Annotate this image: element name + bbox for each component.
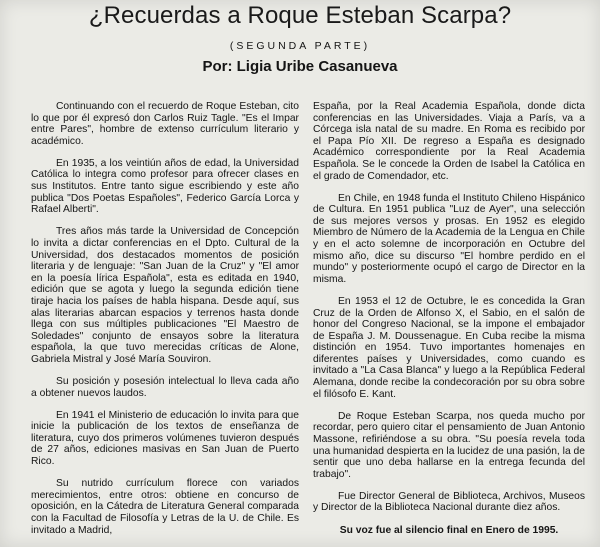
- article-title: ¿Recuerdas a Roque Esteban Scarpa?: [88, 2, 512, 29]
- article-byline: Por: Ligia Uribe Casanueva: [202, 58, 398, 75]
- paragraph: En 1941 el Ministerio de educación lo invita para que inicie la publicación de los textos de enseñanza de literatura, cuyo dos primeros volúmenes tuvieron después de 27 años, ediciones masivas en San Juan de Puerto Rico.: [31, 409, 299, 468]
- closing-line: Su voz fue al silencio final en Enero de 1995.: [339, 524, 559, 536]
- paragraph: Fue Director General de Biblioteca, Archivos, Museos y Director de la Biblioteca Nacional durante diez años.: [313, 490, 585, 514]
- article-subtitle: (SEGUNDA PARTE): [229, 40, 371, 52]
- paragraph: España, por la Real Academia Española, donde dicta conferencias en las Universidades. Viaja a París, va a Córcega isla natal de su madre. En Roma es recibido por el Papa Pío XII. De regreso a España es designado Académico correspondiente por la Real Academia Española. Se le concede la Orden de Isabel la Católica en el grado de Comendador, etc.: [313, 101, 585, 182]
- paragraph: Continuando con el recuerdo de Roque Esteban, cito lo que por él expresó don Carlos Ruiz Tagle. "Es el Impar entre Pares", hombre de extenso currículum literario y académico.: [31, 101, 299, 147]
- paragraph: Su nutrido currículum florece con variados merecimientos, entre otros: obtiene en concurso de oposición, en la Cátedra de Literatura General comparada con la Facultad de Filosofía y Letras de la U. de Chile. Es invitado a Madrid,: [31, 478, 299, 536]
- left-column: [31, 101, 299, 547]
- paragraph: En Chile, en 1948 funda el Instituto Chileno Hispánico de Cultura. En 1951 publica "Luz de Ayer", una selección de sus mejores versos y prosas. En 1952 es elegido Miembro de Número de la Academia de la Lengua en Chile y en el acto solemne de incorporación en Octubre del mismo año, dice su discurso "El hombre perdido en el mundo" y posteriormente ocupó el cargo de Director en la misma.: [313, 192, 585, 285]
- paragraph: Tres años más tarde la Universidad de Concepción lo invita a dictar conferencias en el Dpto. Cultural de la Universidad, dos destacados momentos de posición literaria y de lenguaje: "San Juan de la Cruz" y "El amor en la poesía lírica Española", esta es editada en 1940, edición que se agota y luego la segunda edición tiene tiraje hacia los países de habla hispana. Desde aquí, sus alas literarias abarcan espacios y terrenos hasta donde llega con sus múltiples publicaciones "El Maestro de Soledades" conjunto de ensayos sobre la literatura española, la que tuvo merecidas críticas de Alone, Gabriela Mistral y José María Souviron.: [31, 226, 299, 365]
- paragraph: En 1953 el 12 de Octubre, le es concedida la Gran Cruz de la Orden de Alfonso X, el Sabio, en el salón de honor del Congreso Nacional, se la impone el embajador de España J. M. Doussenague. En Cuba recibe la misma distinción en 1954. Tuvo importantes homenajes en diferentes países y Universidades, como cuando es invitado a "La Casa Blanca" y luego a la República Federal Alemana, donde recibe la condecoración por su obra sobre el filósofo E. Kant.: [313, 295, 585, 400]
- right-column: [313, 101, 585, 547]
- paragraph: Su posición y posesión intelectual lo lleva cada año a obtener nuevos laudos.: [31, 375, 299, 399]
- paragraph: En 1935, a los veintiún años de edad, la Universidad Católica lo integra como profesor para ofrecer clases en sus Institutos. Entre tanto sigue escribiendo y este año publica "Dos Poetas Españoles", Federico García Lorca y Rafael Alberti".: [31, 157, 299, 216]
- paragraph: De Roque Esteban Scarpa, nos queda mucho por recordar, pero quiero citar el pensamiento de Juan Antonio Massone, refiriéndose a su obra. "Su poesía revela toda una humanidad despierta en la lucidez de una pasión, la de sentir que uno deba hallarse en la entrega fecunda del trabajo".: [313, 410, 585, 480]
